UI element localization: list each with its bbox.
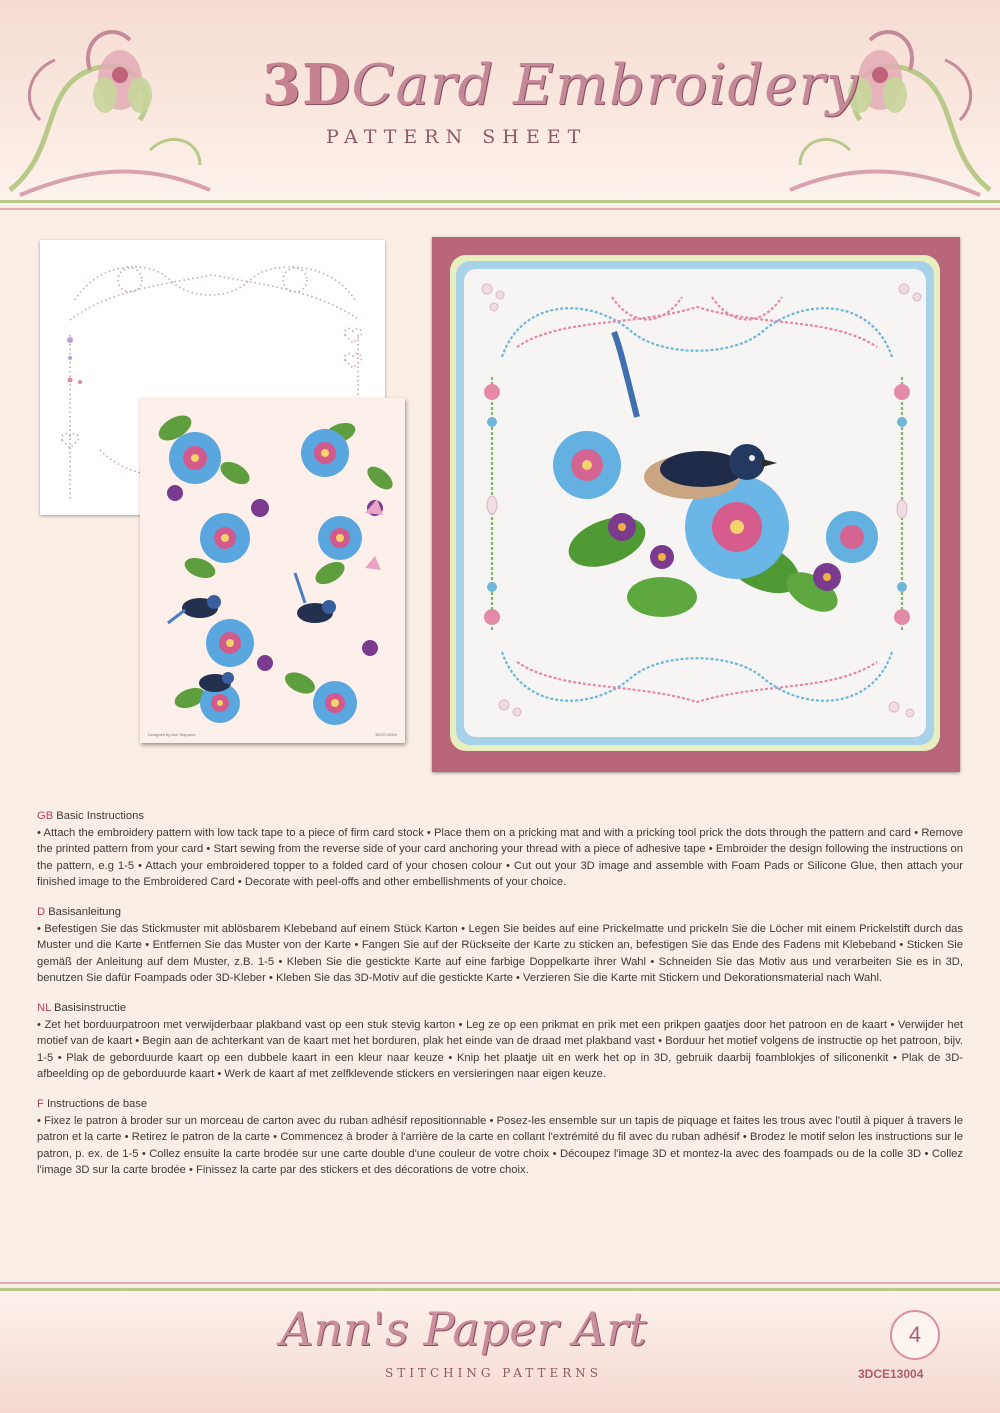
section-title: Basic Instructions bbox=[56, 810, 144, 822]
title-text: Card Embroidery bbox=[351, 53, 859, 118]
section-heading bbox=[37, 808, 963, 825]
section-body: • Befestigen Sie das Stickmuster mit ablösbarem Klebeband auf einem Stück Karton • Legen Sie beides auf eine Prickelmatte und prickeln Sie die Löcher mit einem Prickelstift durch das Muster und die Karte • Entfernen Sie das Muster von der Karte • Fangen Sie auf der Rückseite der Karte zu sticken an, befestigen Sie das Ende des Fadens mit Klebeband • Sticken Sie gemäß der Anleitung auf dem Muster, z.B. 1-5 • Kleben Sie die gestickte Karte auf eine farbige Doppelkarte ihrer Wahl • Schneiden Sie das Motiv aus und verarbeiten Sie es in 3D, benutzen Sie dafür Foampads oder 3D-Kleber • Kleben Sie das 3D-Motiv auf die gestickte Karte • Verzieren Sie die Karte mit Stickern und Dekorationsmaterial nach Wahl. bbox=[37, 922, 963, 985]
section-body: • Fixez le patron à broder sur un morceau de carton avec du ruban adhésif repositionnable • Posez-les ensemble sur un tapis de piquage et faites les trous avec l'outil à piquer à travers le patron et la carte • Retirez le patron de la carte • Commencez à broder à l'arrière de la carte en collant l'extrémité du fil avec du ruban adhésif • Brodez le motif selon les instructions sur le patron, p. ex. de 1-5 • Collez ensuite la carte brodée sur une carte double d'une couleur de votre choix • Découpez l'image 3D et montez-la avec des foampads ou de la colle 3D • Collez l'image 3D sur la carte brodée • Finissez la carte par des stickers et des décorations de votre choix. bbox=[37, 1114, 963, 1177]
image-sheet-credit: Designed by Ann Stappers bbox=[148, 732, 196, 737]
section-title: Basisanleitung bbox=[48, 905, 121, 918]
finished-card-artwork-icon bbox=[432, 237, 960, 772]
section-title: Basisinstructie bbox=[54, 1001, 127, 1014]
instructions-section-gb bbox=[37, 808, 963, 891]
section-title: Instructions de base bbox=[46, 1097, 148, 1110]
language-code: F bbox=[37, 1097, 44, 1110]
language-code: GB bbox=[37, 810, 54, 822]
header-divider bbox=[0, 200, 1000, 210]
instructions-section-nl bbox=[37, 1000, 963, 1083]
flower-and-bird-cutouts-icon bbox=[140, 398, 405, 733]
instructions bbox=[37, 808, 963, 1192]
page-title bbox=[262, 52, 859, 118]
footer-divider bbox=[0, 1282, 1000, 1291]
3d-image-sheet bbox=[140, 398, 405, 743]
title-prefix: 3D bbox=[262, 52, 352, 118]
section-heading bbox=[37, 1000, 963, 1017]
page-subtitle: PATTERN SHEET bbox=[326, 126, 588, 148]
section-heading bbox=[37, 1096, 963, 1113]
brand-logo: Ann's Paper Art bbox=[280, 1302, 647, 1356]
instructions-section-f bbox=[37, 1096, 963, 1179]
image-sheet-footer bbox=[140, 732, 405, 737]
brand-tagline: STITCHING PATTERNS bbox=[385, 1366, 602, 1380]
instructions-section-d bbox=[37, 904, 963, 987]
section-body: • Attach the embroidery pattern with low tack tape to a piece of firm card stock • Place them on a pricking mat and with a pricking tool prick the dots through the pattern and card • Remove the printed pattern from your card • Start sewing from the reverse side of your card anchoring your thread with a piece of adhesive tape • Embroider the design following the instructions on the pattern, e.g 1-5 • Attach your embroidered topper to a folded card of your chosen colour • Cut out your 3D image and assemble with Foam Pads or Silicone Glue, then attach your finished image to the Embroidered Card • Decorate with peel-offs and other embellishments of your choice. bbox=[37, 826, 963, 889]
language-code: NL bbox=[37, 1001, 51, 1014]
finished-card-photo bbox=[432, 237, 960, 772]
product-code: 3DCE13004 bbox=[858, 1367, 924, 1381]
language-code: D bbox=[37, 905, 46, 918]
image-sheet-code: 3DCE13004 bbox=[375, 732, 397, 737]
section-body: • Zet het borduurpatroon met verwijderbaar plakband vast op een stuk stevig karton • Leg ze op een prikmat en prik met een prikpen gaatjes door het patroon en de kaart • Verwijder het motief van de kaart • Begin aan de achterkant van de kaart met het borduren, plak het einde van de draad met plakband vast • Borduur het motief volgens de instructie op het patroon, bijv. 1-5 • Plak de geborduurde kaart op een dubbele kaart in een kleur naar keuze • Knip het plaatje uit en werk het op in 3D, gebruik daarbij foamblokjes of siliconenkit • Plak de 3D-afbeelding op de geborduurde kaart • Werk de kaart af met zelfklevende stickers en versieringen naar eigen keuze. bbox=[37, 1018, 963, 1081]
left-floral-ornament-icon bbox=[0, 0, 230, 200]
page-number-badge: 4 bbox=[890, 1310, 940, 1360]
section-heading bbox=[37, 904, 963, 921]
